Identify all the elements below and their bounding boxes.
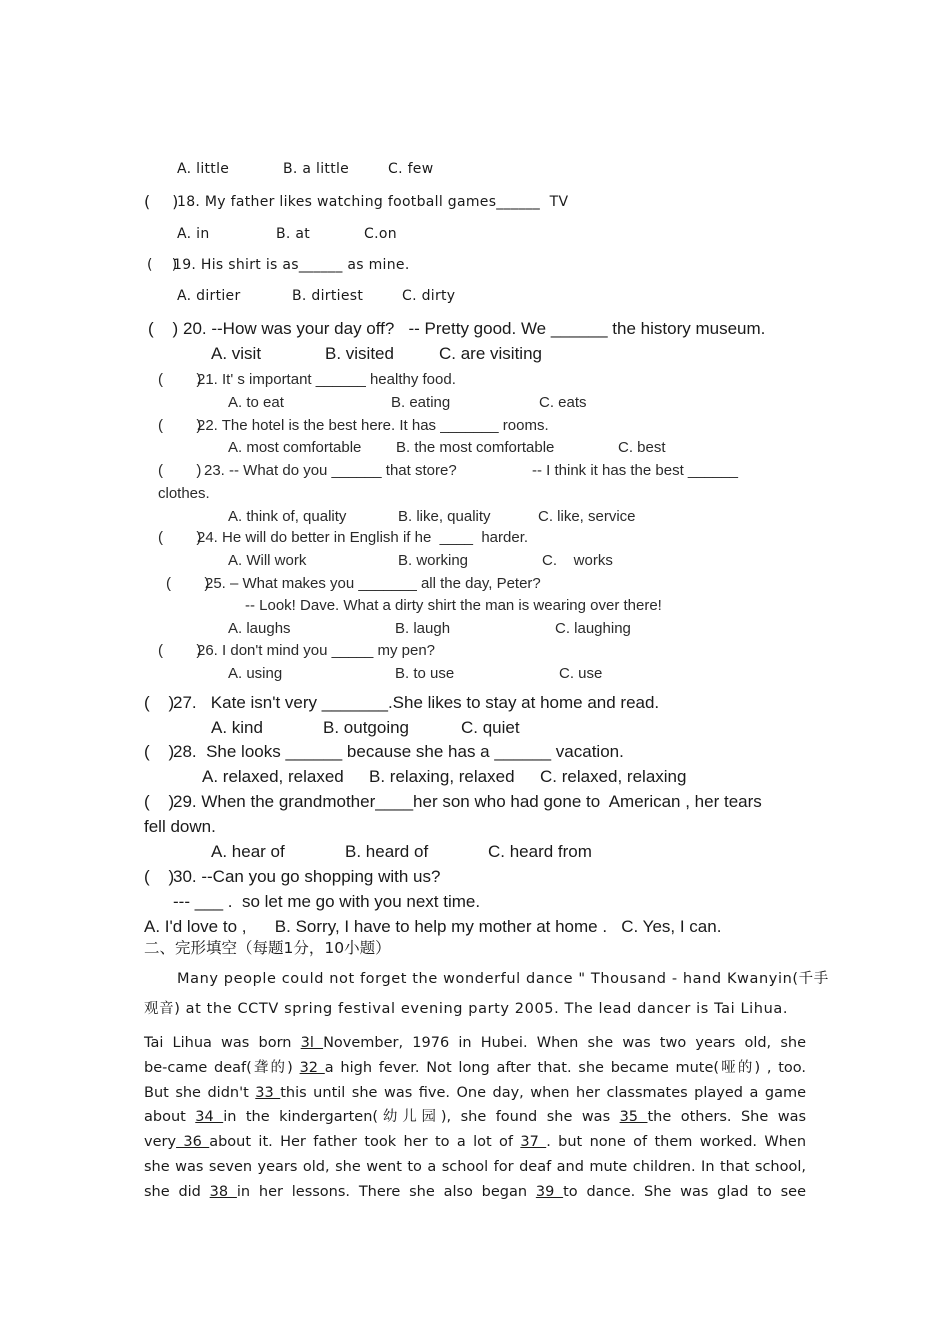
q28-option-b: B. relaxing, relaxed: [369, 767, 515, 786]
q27-option-c: C. quiet: [461, 718, 520, 737]
q22-paren: ( ): [158, 417, 202, 434]
q30-options: A. I'd love to , B. Sorry, I have to help my mother at home . C. Yes, I can.: [144, 917, 722, 936]
q29-option-b: B. heard of: [345, 842, 429, 861]
q22-stem: 22. The hotel is the best here. It has _______ rooms.: [197, 417, 549, 434]
passage-line-7: very 36 about it. Her father took her to a lot of 37 . but none of them worked. When: [144, 1134, 807, 1150]
q26-option-a: A. using: [228, 665, 283, 682]
q21-option-c: C. eats: [539, 394, 587, 411]
q28-paren: ( ): [144, 742, 175, 761]
passage-line-2: 观音) at the CCTV spring festival evening party 2005. The lead dancer is Tai Lihua.: [144, 1001, 789, 1017]
q24-paren: ( ): [158, 529, 202, 546]
q28-option-a: A. relaxed, relaxed: [202, 767, 344, 786]
q17-option-a: A. little: [177, 161, 230, 177]
q24-stem: 24. He will do better in English if he ____ harder.: [197, 529, 529, 546]
passage-line-5: But she didn't 33 this until she was five. One day, when her classmates played a game: [144, 1085, 806, 1101]
blank-36: 36: [176, 1134, 210, 1150]
q25-option-a: A. laughs: [228, 620, 291, 637]
q20-option-a: A. visit: [211, 344, 262, 363]
blank-35: 35: [619, 1109, 648, 1125]
q23-continuation: clothes.: [158, 485, 210, 502]
q26-option-b: B. to use: [395, 665, 455, 682]
q26-paren: ( ): [158, 642, 202, 659]
q19-option-c: C. dirty: [402, 288, 456, 304]
passage-line-6: about 34 in the kindergarten(幼儿园), she found she was 35 the others. She was: [144, 1109, 807, 1125]
q23-option-a: A. think of, quality: [228, 508, 347, 525]
q18-option-c: C.on: [364, 226, 397, 242]
q20-option-b: B. visited: [325, 344, 394, 363]
q17-option-b: B. a little: [283, 161, 350, 177]
passage-line-4: be-came deaf(聋的) 32 a high fever. Not long after that. she became mute(哑的) , too.: [144, 1060, 806, 1076]
q29-paren: ( ): [144, 792, 175, 811]
q23-stem: 23. -- What do you ______ that store?: [204, 462, 457, 479]
q25-option-b: B. laugh: [395, 620, 451, 637]
q26-option-c: C. use: [559, 665, 603, 682]
q20-paren: ( ): [148, 319, 179, 338]
q29-continuation: fell down.: [144, 817, 216, 836]
q24-option-a: A. Will work: [228, 552, 307, 569]
passage-line-3: Tai Lihua was born 3l November, 1976 in Hubei. When she was two years old, she: [144, 1035, 806, 1051]
q19-paren: ( ): [147, 257, 178, 273]
q25-reply: -- Look! Dave. What a dirty shirt the man is wearing over there!: [245, 597, 662, 614]
q22-option-b: B. the most comfortable: [396, 439, 555, 456]
q21-stem: 21. It' s important ______ healthy food.: [197, 371, 456, 388]
q23-option-c: C. like, service: [538, 508, 636, 525]
q21-option-a: A. to eat: [228, 394, 284, 411]
q29-option-c: C. heard from: [488, 842, 592, 861]
q18-option-a: A. in: [177, 226, 210, 242]
q30-stem: 30. --Can you go shopping with us?: [173, 867, 441, 886]
q19-option-a: A. dirtier: [177, 288, 241, 304]
q19-stem: 19. His shirt is as______ as mine.: [173, 257, 410, 273]
blank-33: 33: [255, 1085, 281, 1101]
q29-option-a: A. hear of: [211, 842, 285, 861]
q18-option-b: B. at: [276, 226, 311, 242]
blank-38: 38: [209, 1184, 237, 1200]
q21-option-b: B. eating: [391, 394, 451, 411]
q28-stem: 28. She looks ______ because she has a ______ vacation.: [173, 742, 624, 761]
q23-paren: ( ): [158, 462, 202, 479]
passage-line-8: she was seven years old, she went to a school for deaf and mute children. In that school,: [144, 1159, 806, 1175]
q20-option-c: C. are visiting: [439, 344, 542, 363]
q22-option-c: C. best: [618, 439, 666, 456]
passage-line-9: she did 38 in her lessons. There she also began 39 to dance. She was glad to see: [144, 1184, 807, 1200]
blank-39: 39: [535, 1184, 564, 1200]
q18-paren: ( ): [144, 192, 179, 211]
passage-line-1: Many people could not forget the wonderful dance " Thousand - hand Kwanyin(千手: [177, 971, 829, 987]
blank-37: 37: [520, 1134, 547, 1150]
q23-reply: -- I think it has the best ______: [532, 462, 738, 479]
q26-stem: 26. I don't mind you _____ my pen?: [197, 642, 436, 659]
section-heading-cloze: 二、完形填空（每题1分，10小题）: [144, 939, 391, 957]
q19-option-b: B. dirtiest: [292, 288, 364, 304]
q22-option-a: A. most comfortable: [228, 439, 362, 456]
blank-34: 34: [195, 1109, 224, 1125]
q25-stem: 25. – What makes you _______ all the day, Peter?: [205, 575, 541, 592]
q27-paren: ( ): [144, 693, 175, 712]
blank-31: 3l: [300, 1035, 324, 1051]
q21-paren: ( ): [158, 371, 202, 388]
blank-32: 32: [299, 1060, 325, 1076]
q27-option-a: A. kind: [211, 718, 263, 737]
q25-option-c: C. laughing: [555, 620, 631, 637]
q25-paren: ( ): [166, 575, 210, 592]
q24-option-b: B. working: [398, 552, 469, 569]
q29-stem: 29. When the grandmother____her son who had gone to American , her tears: [173, 792, 762, 811]
q30-reply: --- ___ . so let me go with you next time.: [173, 892, 481, 911]
q28-option-c: C. relaxed, relaxing: [540, 767, 687, 786]
q30-paren: ( ): [144, 867, 175, 886]
q17-option-c: C. few: [388, 161, 434, 177]
q20-stem: 20. --How was your day off? -- Pretty good. We ______ the history museum.: [183, 319, 766, 338]
q27-stem: 27. Kate isn't very _______.She likes to stay at home and read.: [173, 693, 660, 712]
q24-option-c: C. works: [542, 552, 613, 569]
q27-option-b: B. outgoing: [323, 718, 410, 737]
q18-stem: 18. My father likes watching football games______ TV: [177, 194, 569, 210]
q23-option-b: B. like, quality: [398, 508, 491, 525]
